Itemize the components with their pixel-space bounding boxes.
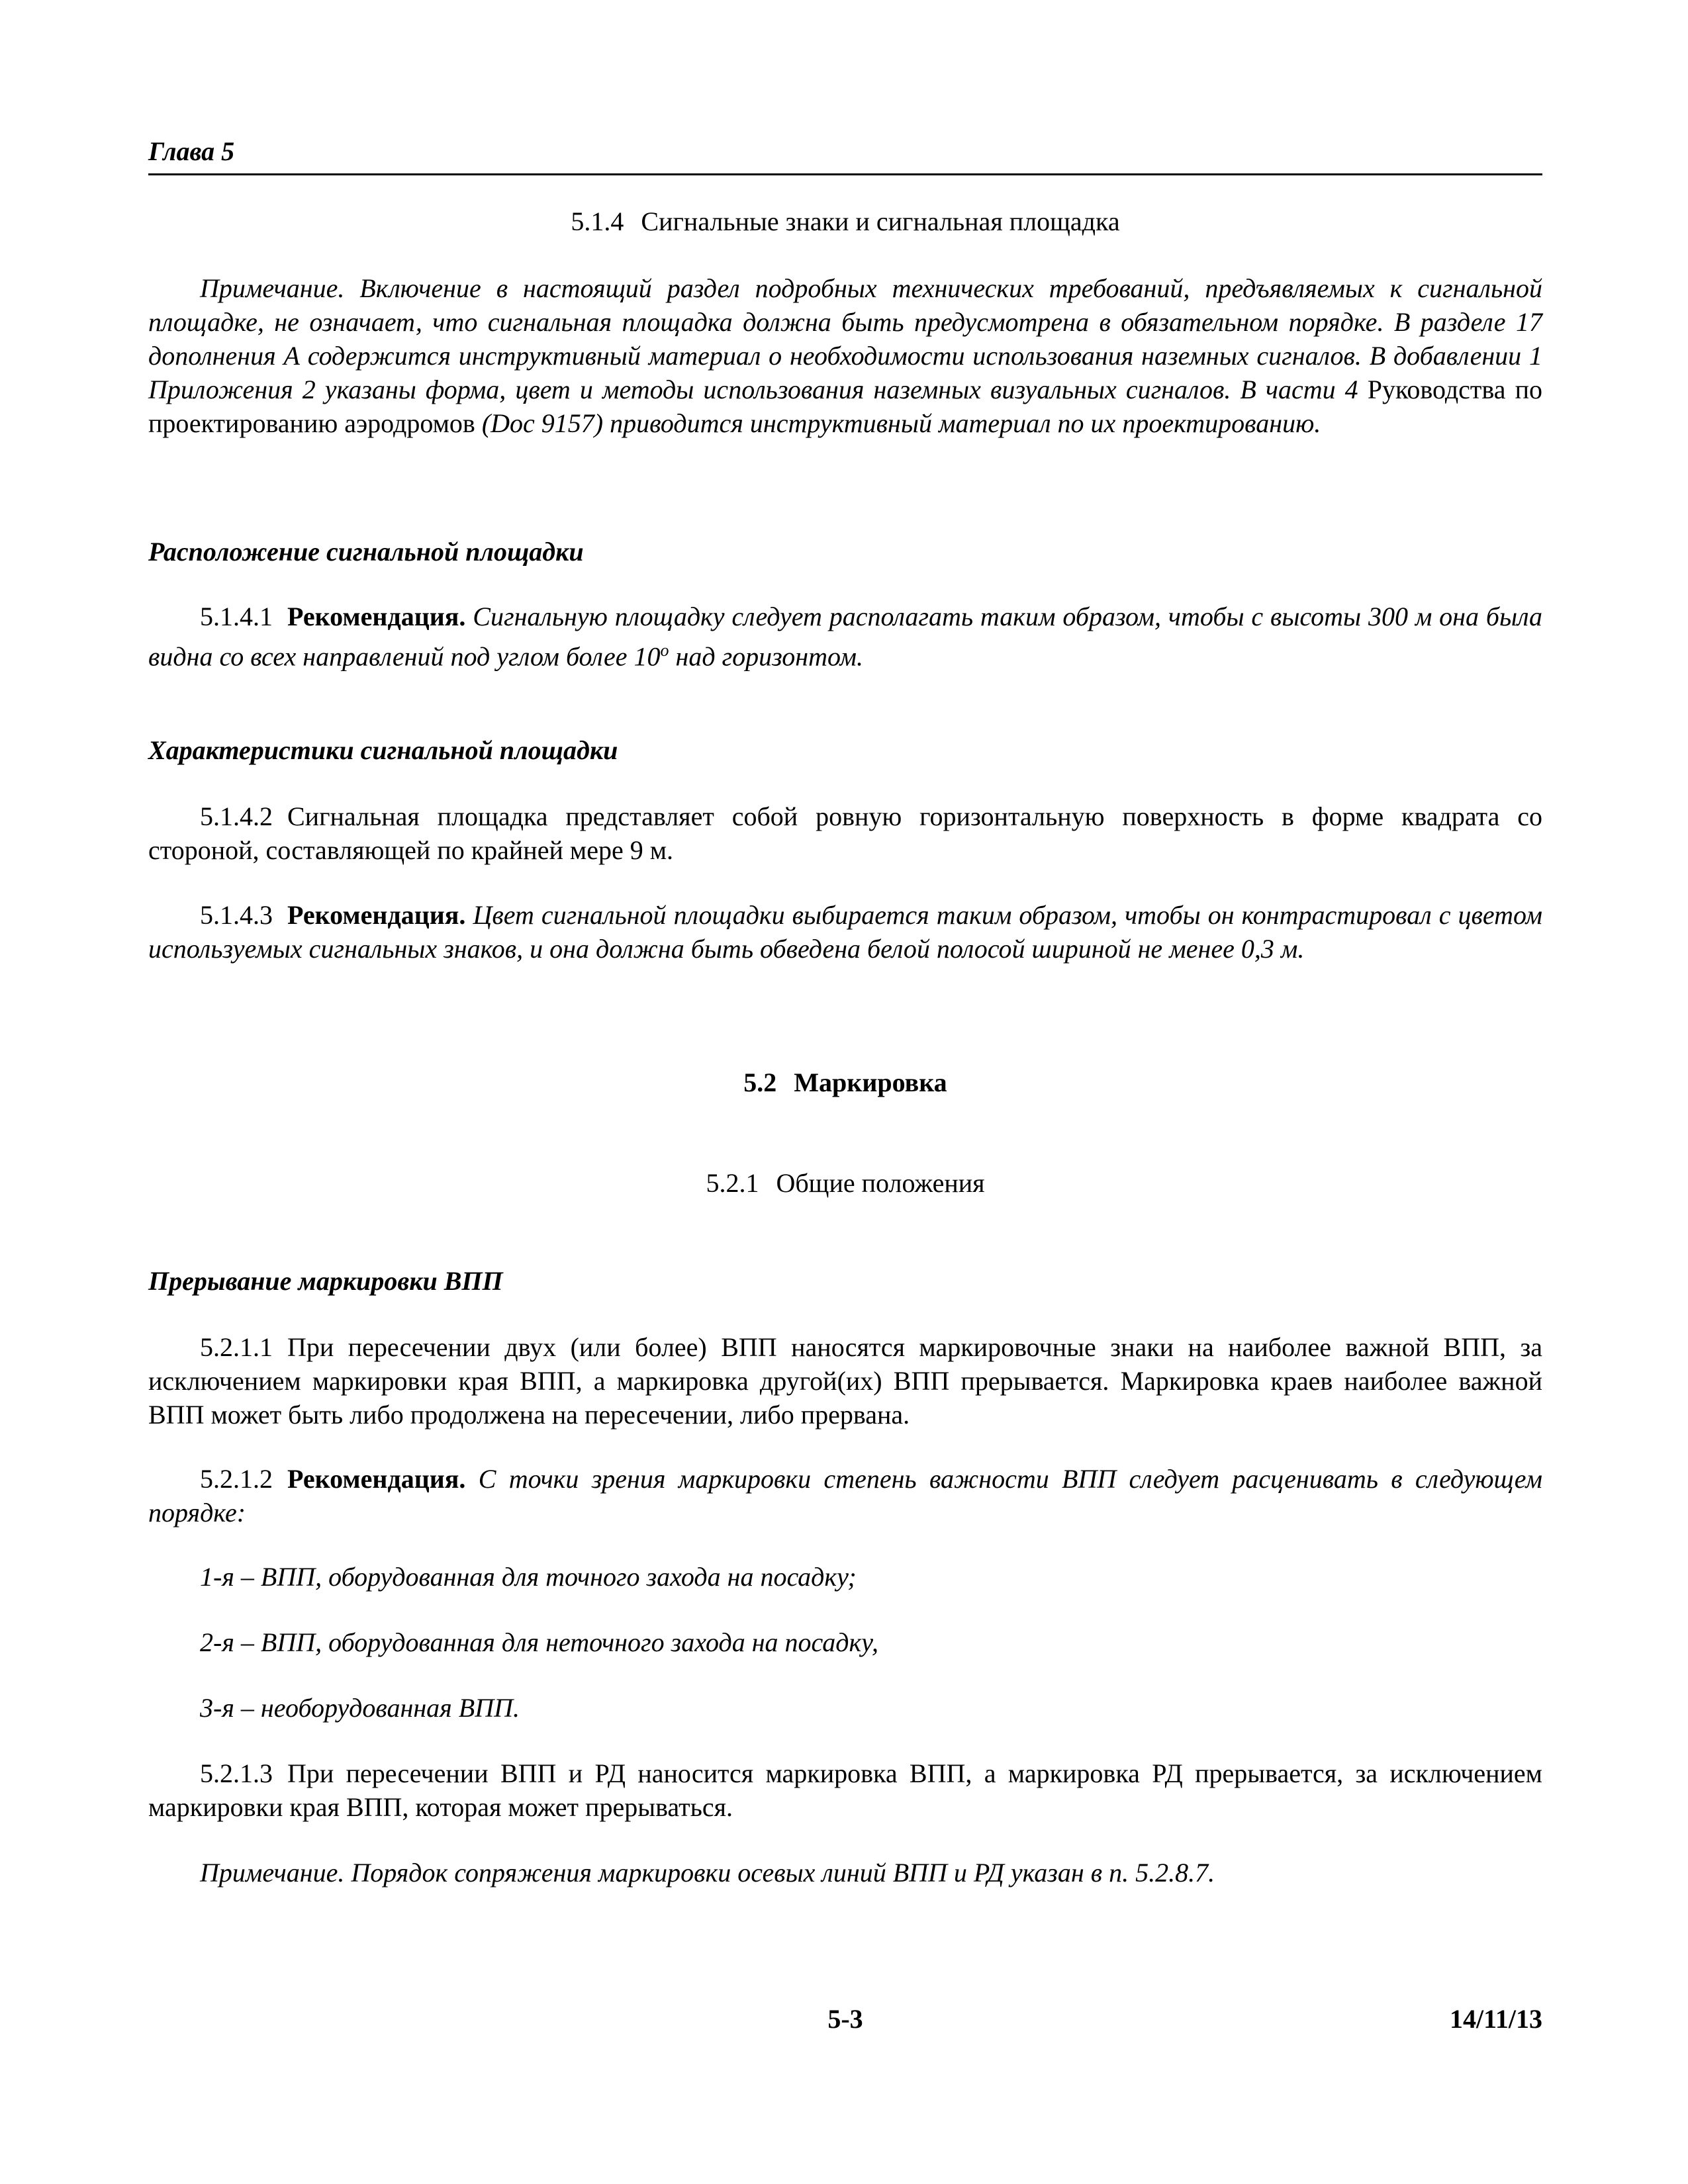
paragraph-text-end: над горизонтом. bbox=[669, 641, 863, 672]
list-item: 1-я – ВПП, оборудованная для точного захода на посадку; bbox=[200, 1562, 857, 1592]
list-item: 2-я – ВПП, оборудованная для неточного захода на посадку, bbox=[200, 1627, 878, 1657]
paragraph-number: 5.1.4.3 bbox=[200, 900, 273, 930]
revision-date: 14/11/13 bbox=[1449, 2004, 1542, 2034]
degree-superscript: о bbox=[660, 641, 669, 660]
note-text-part1: Примечание. Включение в настоящий раздел подробных технических требований, предъявляемых к сигнальной площадке, не означает, что сигнальная площадка должна быть предусмотрена в обязательном порядке. В разделе 17 дополнения А содержится инструктивный материал о необходимости использования наземных сигналов. В добавлении 1 Приложения 2 указаны форма, цвет и методы использования наземных визуальных сигналов. В части 4 bbox=[148, 273, 1542, 404]
paragraph-number: 5.1.4.1 bbox=[200, 602, 273, 631]
section-514-heading bbox=[148, 205, 1542, 238]
paragraph-number: 5.1.4.2 bbox=[200, 801, 273, 831]
subtitle-runway-marking-interruption: Прерывание маркировки ВПП bbox=[148, 1266, 503, 1296]
paragraph-5212 bbox=[148, 1462, 1542, 1529]
section-52-heading bbox=[148, 1066, 1542, 1099]
section-521-number: 5.2.1 bbox=[706, 1168, 759, 1198]
recommendation-label: Рекомендация. bbox=[287, 602, 466, 631]
header-rule bbox=[148, 173, 1542, 175]
paragraph-text: Сигнальная площадка представляет собой ровную горизонтальную поверхность в форме квадрата со стороной, составляющей по крайней мере 9 м. bbox=[148, 801, 1542, 865]
paragraph-text: С точки зрения маркировки степень важности ВПП следует расценивать в следующем порядке: bbox=[148, 1464, 1542, 1527]
subtitle-location: Расположение сигнальной площадки bbox=[148, 537, 584, 567]
note-text-part2: (Doc 9157) приводится инструктивный материал по их проектированию. bbox=[475, 408, 1321, 438]
paragraph-5211 bbox=[148, 1330, 1542, 1432]
paragraph-text: Сигнальную площадку следует располагать таким образом, чтобы с высоты 300 м она была видна со всех направлений под углом более 10 bbox=[148, 602, 1543, 672]
recommendation-label: Рекомендация. bbox=[287, 900, 466, 930]
paragraph-number: 5.2.1.2 bbox=[200, 1464, 273, 1494]
paragraph-5141 bbox=[148, 600, 1542, 673]
section-521-note: Примечание. Порядок сопряжения маркировки осевых линий ВПП и РД указан в п. 5.2.8.7. bbox=[200, 1858, 1215, 1888]
section-521-title: Общие положения bbox=[776, 1168, 985, 1198]
chapter-header: Глава 5 bbox=[148, 136, 235, 166]
section-514-title: Сигнальные знаки и сигнальная площадка bbox=[641, 206, 1120, 236]
paragraph-5142 bbox=[148, 799, 1542, 867]
list-item: 3-я – необорудованная ВПП. bbox=[200, 1693, 520, 1723]
recommendation-label: Рекомендация. bbox=[287, 1464, 466, 1494]
section-52-number: 5.2 bbox=[743, 1068, 777, 1097]
section-514-note bbox=[148, 271, 1542, 440]
paragraph-text: Цвет сигнальной площадки выбирается таким образом, чтобы он контрастировал с цветом используемых сигнальных знаков, и она должна быть обведена белой полосой шириной не менее 0,3 м. bbox=[148, 900, 1542, 964]
section-52-title: Маркировка bbox=[794, 1068, 947, 1097]
paragraph-5213 bbox=[148, 1756, 1542, 1824]
section-514-number: 5.1.4 bbox=[571, 206, 624, 236]
paragraph-5143 bbox=[148, 898, 1542, 966]
paragraph-number: 5.2.1.3 bbox=[200, 1758, 273, 1788]
paragraph-number: 5.2.1.1 bbox=[200, 1332, 273, 1362]
paragraph-text: При пересечении ВПП и РД наносится маркировка ВПП, а маркировка РД прерывается, за исключением маркировки края ВПП, которая может прерываться. bbox=[148, 1758, 1542, 1822]
paragraph-text: При пересечении двух (или более) ВПП наносятся маркировочные знаки на наиболее важной ВПП, за исключением маркировки края ВПП, а маркировка другой(их) ВПП прерывается. Маркировка краев наиболее важной ВПП может быть либо продолжена на пересечении, либо прервана. bbox=[148, 1332, 1542, 1430]
note-manual-title: Руководства по проектированию аэродромов bbox=[148, 375, 1542, 438]
page-number: 5-3 bbox=[827, 2004, 863, 2034]
subtitle-characteristics: Характеристики сигнальной площадки bbox=[148, 735, 618, 765]
section-521-heading bbox=[148, 1166, 1542, 1200]
